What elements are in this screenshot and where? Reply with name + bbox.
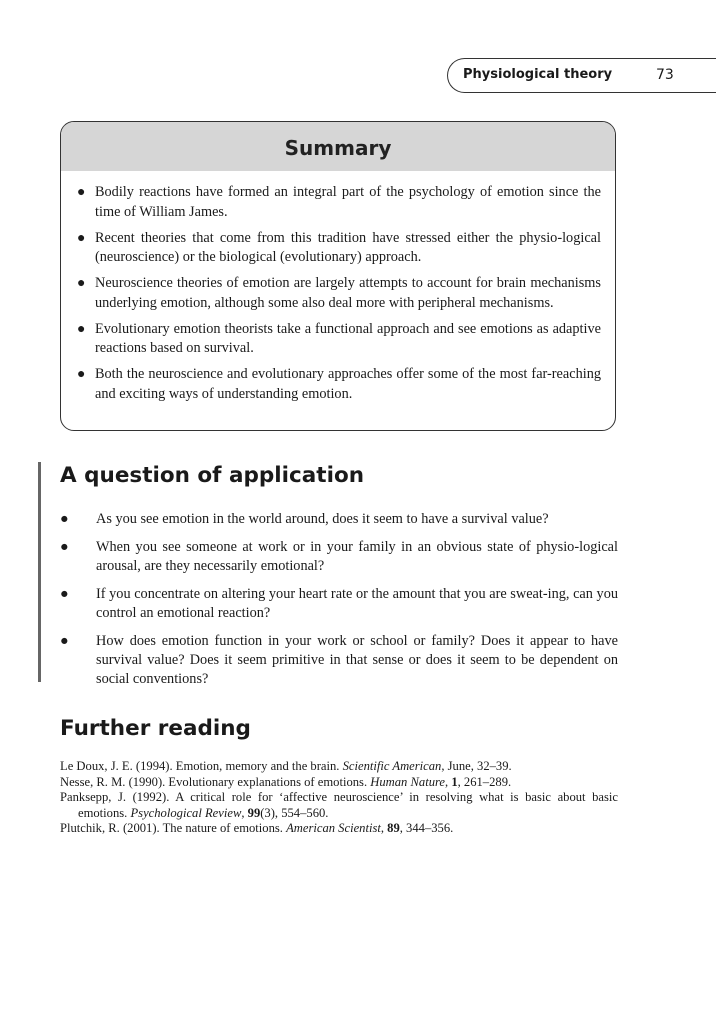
bullet-icon: ● xyxy=(77,367,86,382)
summary-box xyxy=(60,121,616,431)
application-questions xyxy=(60,510,618,698)
reference-item: Nesse, R. M. (1990). Evolutionary explanations of emotions. Human Nature, 1, 261–289. xyxy=(60,774,512,789)
further-reading-heading: Further reading xyxy=(60,716,251,741)
summary-bullet: ● Both the neuroscience and evolutionary approaches offer some of the most far-reaching and exciting ways of understanding emotion. xyxy=(77,366,601,402)
bullet-icon: ● xyxy=(60,633,69,649)
bullet-icon: ● xyxy=(60,539,69,555)
reference-item: Panksepp, J. (1992). A critical role for ‘affective neuroscience’ in resolving what is basic about basic emotions. Psychological Review, 99(3), 554–560. xyxy=(60,790,618,820)
bullet-icon: ● xyxy=(60,511,69,527)
running-head xyxy=(447,58,716,93)
bullet-icon: ● xyxy=(60,586,69,602)
bullet-icon: ● xyxy=(77,185,86,200)
reference-source: American Scientist xyxy=(286,821,381,835)
running-head-title: Physiological theory xyxy=(463,67,613,82)
question-item: ● As you see emotion in the world around, does it seem to have a survival value? xyxy=(60,511,549,527)
summary-bullet: ● Recent theories that come from this tradition have stressed either the physio-logical (neuroscience) or the biological (evolutionary) approach. xyxy=(77,229,601,265)
bullet-icon: ● xyxy=(77,321,86,337)
reference-source: Scientific American xyxy=(342,759,442,773)
summary-bullet: ● Evolutionary emotion theorists take a functional approach and see emotions as adaptive reactions based on survival. xyxy=(77,320,601,356)
summary-heading: Summary xyxy=(284,135,392,160)
section-margin-bar xyxy=(38,462,41,682)
reference-item: Le Doux, J. E. (1994). Emotion, memory and the brain. Scientific American, June, 32–39. xyxy=(60,759,512,773)
question-item: ● How does emotion function in your work or school or family? Does it appear to have survival value? Does it seem primitive in that sense or does it seem to be dependent on social conventions? xyxy=(60,633,618,687)
application-heading: A question of application xyxy=(60,463,365,488)
bullet-icon: ● xyxy=(77,276,86,291)
reference-source: Psychological Review xyxy=(130,805,242,820)
summary-bullet: ● Neuroscience theories of emotion are largely attempts to account for brain mechanisms underlying emotion, although some also deal more with peripheral mechanisms. xyxy=(77,275,601,311)
summary-list xyxy=(61,171,615,404)
summary-bullet: ● Bodily reactions have formed an integral part of the psychology of emotion since the time of William James. xyxy=(77,184,601,220)
bullet-icon: ● xyxy=(77,230,86,246)
question-item: ● If you concentrate on altering your heart rate or the amount that you are sweat-ing, can you control an emotional reaction? xyxy=(60,586,618,621)
question-item: ● When you see someone at work or in your family in an obvious state of physio-logical arousal, are they necessarily emotional? xyxy=(60,539,618,574)
page-number: 73 xyxy=(656,67,674,83)
reference-item: Plutchik, R. (2001). The nature of emotions. American Scientist, 89, 344–356. xyxy=(60,821,454,835)
reference-source: Human Nature xyxy=(370,774,446,789)
summary-header xyxy=(61,122,615,171)
reference-list xyxy=(60,759,618,837)
